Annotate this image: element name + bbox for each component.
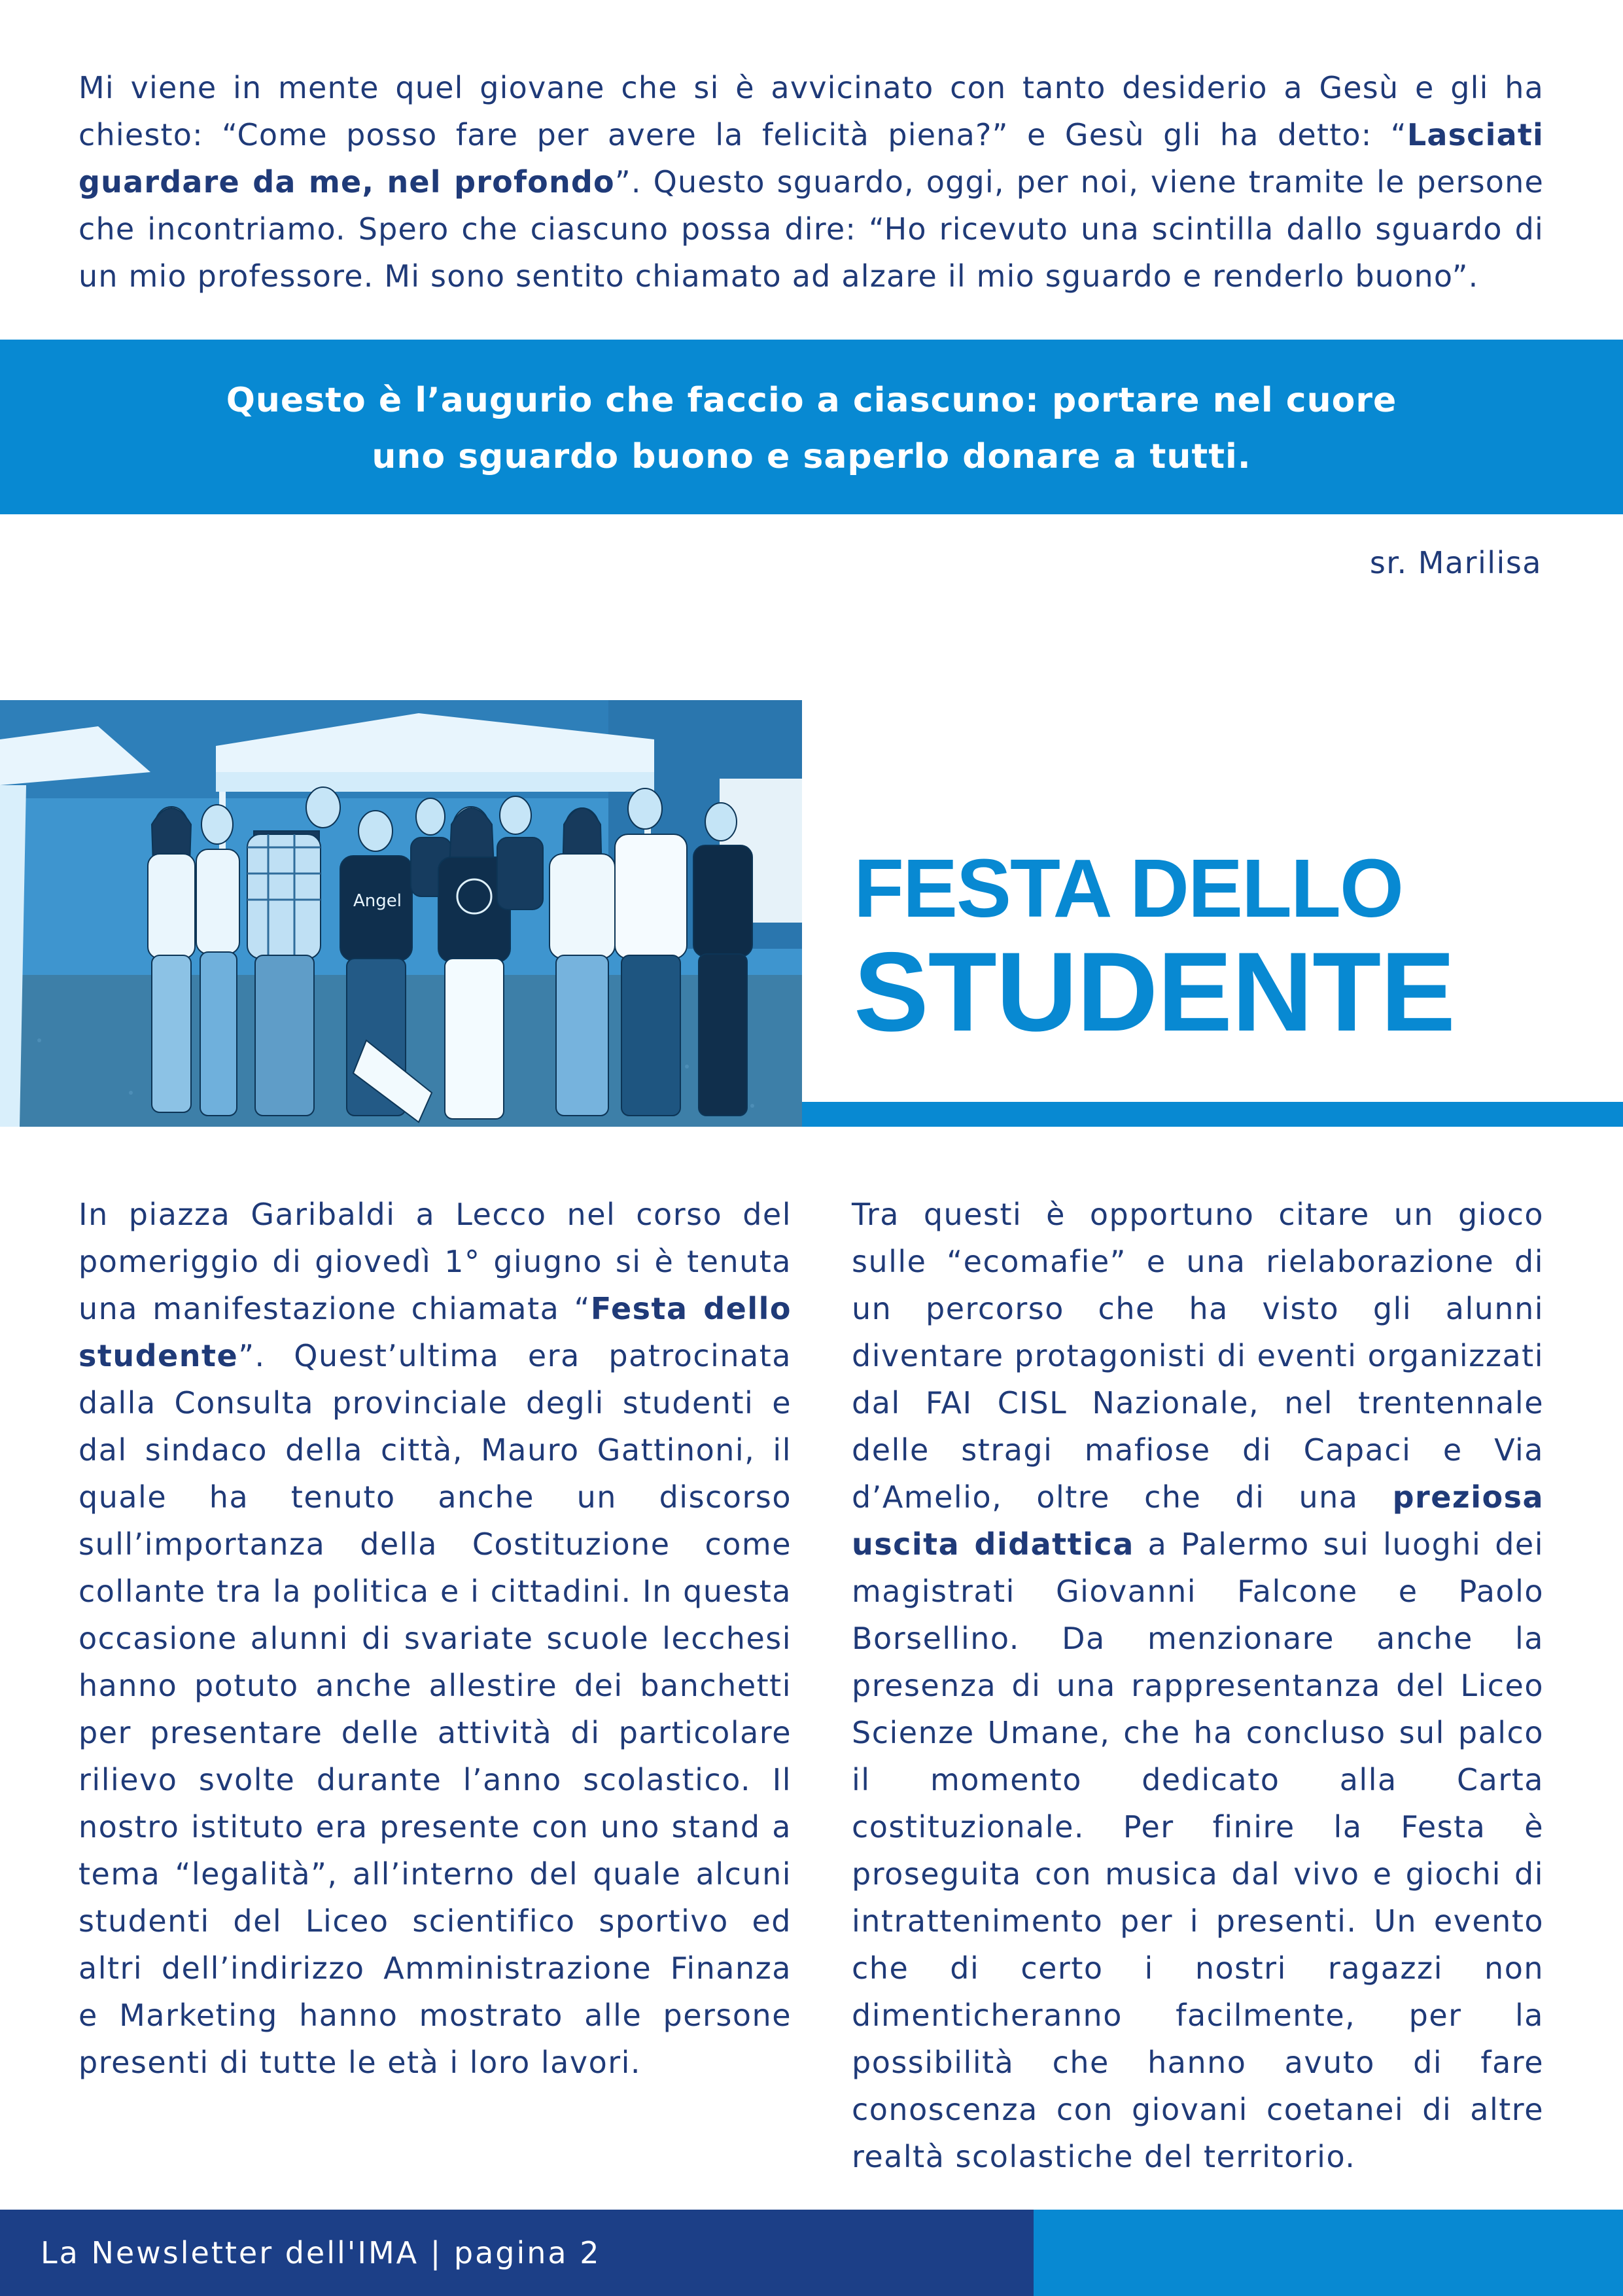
shirt-print: Angel [353,891,402,911]
banner-quote [0,372,1623,485]
right-bold: preziosa uscita didattica [852,1479,1544,1562]
footer-bar [0,2210,1034,2296]
intro-quote-bold: Lasciati guardare da me, nel profondo [79,117,1544,200]
article-column-right [852,1191,1544,2180]
right-text-2: a Palermo sui luoghi dei magistrati Giovanni Falcone e Paolo Borsellino. Da menzionare anche la presenza di una rappresentanza del Liceo Scienze Umane, che ha concluso sul palco il momento dedicato alla Carta costituzionale. Per finire la Festa è proseguita con musica dal vivo e giochi di intrattenimento per i presenti. Un evento che di certo i nostri ragazzi non dimenticheranno facilmente, per la possibilità che hanno avuto di fare conoscenza con giovani coetanei di altre realtà scolastiche del territorio. [852,1527,1544,2174]
signature: sr. Marilisa [1369,545,1542,580]
footer-accent [1034,2210,1623,2296]
students-photo-illustration [0,700,802,1127]
intro-text-1: Mi viene in mente quel giovane che si è avvicinato con tanto desiderio a Gesù e gli ha chiesto: “Come posso fare per avere la felicità piena?” e Gesù gli ha detto: “ [79,70,1544,152]
intro-paragraph [79,64,1544,300]
headline-line-1: FESTA DELLO [854,842,1403,934]
left-text-2: ”. Quest’ultima era patrocinata dalla Consulta provinciale degli studenti e dal sindaco della città, Mauro Gattinoni, il quale ha tenuto anche un discorso sull’importanza della Costituzione come collante tra la politica e i cittadini. In questa occasione alunni di svariate scuole lecchesi hanno potuto anche allestire dei banchetti per presentare delle attività di particolare rilievo svolte durante l’anno scolastico. Il nostro istituto era presente con uno stand a tema “legalità”, all’interno del quale alcuni studenti del Liceo scientifico sportivo ed altri dell’indirizzo Amministrazione Finanza e Marketing hanno mostrato alle persone presenti di tutte le età i loro lavori. [79,1338,792,2080]
left-bold: Festa dello studente [79,1291,792,1373]
students-photo [0,700,802,1127]
article-headline [854,842,1606,1055]
footer-text: La Newsletter dell'IMA | pagina 2 [41,2235,601,2270]
article-column-left [79,1191,792,2086]
headline-rule [802,1102,1623,1127]
headline-line-2: STUDENTE [854,929,1455,1055]
right-text-1: Tra questi è opportuno citare un gioco sulle “ecomafie” e una rielaborazione di un percorso che ha visto gli alunni diventare protagonisti di eventi organizzati dal FAI CISL Nazionale, nel trentennale delle stragi mafiose di Capaci e Via d’Amelio, oltre che di una [852,1197,1544,1515]
intro-text-2: ”. Questo sguardo, oggi, per noi, viene tramite le persone che incontriamo. Spero che ciascuno possa dire: “Ho ricevuto una scintilla dallo sguardo di un mio professore. Mi sono sentito chiamato ad alzare il mio sguardo e renderlo buono”. [79,164,1544,294]
banner-line-1: Questo è l’augurio che faccio a ciascuno: portare nel cuore [226,381,1397,420]
left-text-1: In piazza Garibaldi a Lecco nel corso del pomeriggio di giovedì 1° giugno si è tenuta una manifestazione chiamata “ [79,1197,792,1326]
quote-banner [0,340,1623,514]
banner-line-2: uno sguardo buono e saperlo donare a tutti. [372,437,1251,476]
